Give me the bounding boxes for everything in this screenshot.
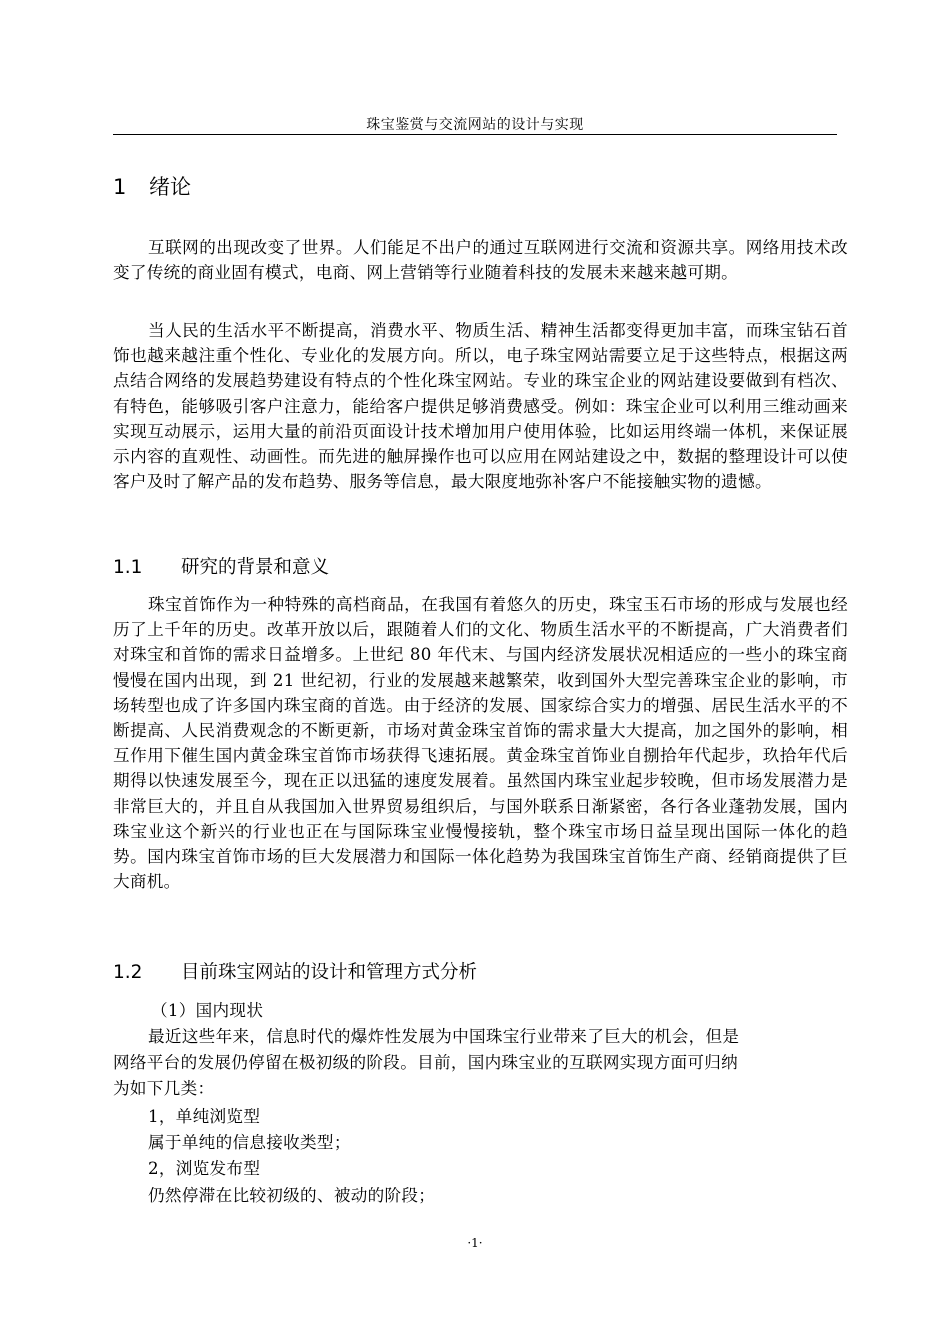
section-1-1-paragraph: 珠宝首饰作为一种特殊的高档商品，在我国有着悠久的历史，珠宝玉石市场的形成与发展也经历了上千年的历史。改革开放以后，跟随着人们的文化、物质生活水平的不断提高，广大消费者们对珠宝和首饰的需求日益增多。上世纪 80 年代末、与国内经济发展状况相适应的一些小的珠宝商慢慢在国内出现，到 21 世纪初，行业的发展越来越繁荣，收到国外大型完善珠宝企业的影响，市场转型也成了许多国内珠宝商的首选。由于经济的发展、国家综合实力的增强、居民生活水平的不断提高、人民消费观念的不断更新，市场对黄金珠宝首饰的需求量大大提高，加之国外的影响，相互作用下催生国内黄金珠宝首饰市场获得飞速拓展。黄金珠宝首饰业自捌拾年代起步，玖拾年代后期得以快速发展至今，现在正以迅猛的速度发展着。虽然国内珠宝业起步较晚，但市场发展潜力是非常巨大的，并且自从我国加入世界贸易组织后，与国外联系日渐紧密，各行各业蓬勃发展，国内珠宝业这个新兴的行业也正在与国际珠宝业慢慢接轨，整个珠宝市场日益呈现出国际一体化的趋势。国内珠宝首饰市场的巨大发展潜力和国际一体化趋势为我国珠宝首饰生产商、经销商提供了巨大商机。 (113, 595, 848, 892)
running-header: 珠宝鉴赏与交流网站的设计与实现 (366, 117, 584, 133)
list-item-2-desc: 仍然停滞在比较初级的、被动的阶段； (148, 1186, 436, 1205)
section-number-1-2: 1.2 (113, 962, 143, 983)
header-rule (113, 134, 837, 135)
list-item-1-label: 1，单纯浏览型 (148, 1107, 261, 1126)
section-heading-1-1 (113, 556, 329, 580)
section-heading-1-2 (113, 961, 477, 985)
list-item-1-desc: 属于单纯的信息接收类型； (148, 1133, 351, 1152)
intro-paragraph-2: 当人民的生活水平不断提高，消费水平、物质生活、精神生活都变得更加丰富，而珠宝钻石首饰也越来越注重个性化、专业化的发展方向。所以，电子珠宝网站需要立足于这些特点，根据这两点结合网络的发展趋势建设有特点的个性化珠宝网站。专业的珠宝企业的网站建设要做到有档次、有特色，能够吸引客户注意力，能给客户提供足够消费感受。例如：珠宝企业可以利用三维动画来实现互动展示，运用大量的前沿页面设计技术增加用户使用体验，比如运用终端一体机，来保证展示内容的直观性、动画性。而先进的触屏操作也可以应用在网站建设之中，数据的整理设计可以使客户及时了解产品的发布趋势、服务等信息，最大限度地弥补客户不能接触实物的遗憾。 (113, 321, 848, 492)
page-number: ·1· (467, 1236, 483, 1250)
list-item-2-label: 2，浏览发布型 (148, 1159, 261, 1178)
section-1-2-line-3: 为如下几类： (113, 1079, 215, 1098)
intro-paragraph-1: 互联网的出现改变了世界。人们能足不出户的通过互联网进行交流和资源共享。网络用技术改变了传统的商业固有模式，电商、网上营销等行业随着科技的发展未来越来越可期。 (113, 238, 848, 283)
section-1-2-line-1: 最近这些年来，信息时代的爆炸性发展为中国珠宝行业带来了巨大的机会，但是 (148, 1027, 740, 1046)
section-number-1-1: 1.1 (113, 557, 143, 578)
chapter-number: 1 (113, 175, 127, 199)
subheading-domestic-status: （1）国内现状 (151, 1001, 264, 1020)
section-title-1-2: 目前珠宝网站的设计和管理方式分析 (181, 962, 478, 983)
section-title-1-1: 研究的背景和意义 (181, 557, 330, 578)
chapter-title: 绪论 (149, 175, 191, 199)
section-1-2-line-2: 网络平台的发展仍停留在极初级的阶段。目前，国内珠宝业的互联网实现方面可归纳 (113, 1053, 739, 1072)
chapter-heading (113, 174, 191, 200)
